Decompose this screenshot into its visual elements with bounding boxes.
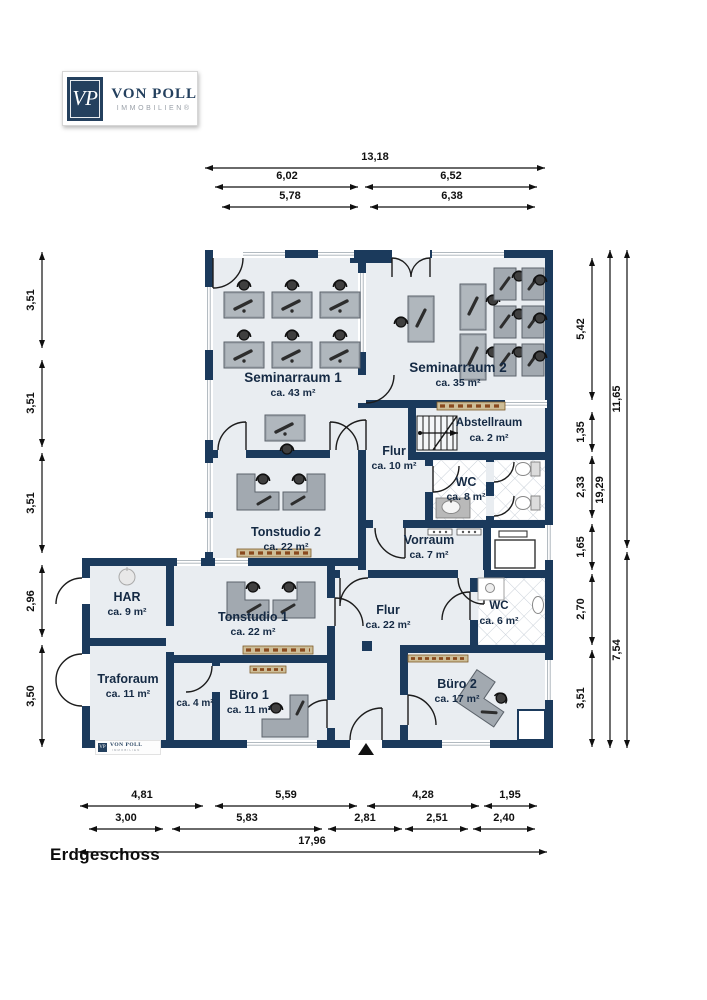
dim-right-2: 1,35 bbox=[575, 421, 587, 443]
dim-top-left-inner: 5,78 bbox=[279, 190, 301, 202]
dim-right-4: 1,65 bbox=[575, 536, 587, 558]
dim-top-total: 13,18 bbox=[361, 151, 389, 163]
ceiling-lamp-icon bbox=[119, 569, 135, 585]
dim-bottom-total: 17,96 bbox=[298, 835, 326, 847]
dim-right-upper: 11,65 bbox=[611, 385, 623, 413]
dim-right-3: 2,33 bbox=[575, 476, 587, 498]
room-label-flur-22: Flur ca. 22 m² bbox=[365, 603, 411, 631]
dim-top-left: 6,02 bbox=[276, 170, 298, 182]
page-title: Erdgeschoss bbox=[50, 845, 161, 864]
dim-bottom-9: 2,40 bbox=[493, 812, 515, 824]
room-label-traforaum: Traforaum ca. 11 m² bbox=[97, 672, 159, 700]
dim-left-3: 3,51 bbox=[25, 492, 37, 514]
dim-bottom-7: 2,81 bbox=[354, 812, 376, 824]
dim-left-1: 3,51 bbox=[25, 289, 37, 311]
dim-left-4: 2,96 bbox=[25, 590, 37, 612]
dim-left-2: 3,51 bbox=[25, 392, 37, 414]
room-label-abstellraum: Abstellraum ca. 2 m² bbox=[455, 417, 523, 444]
dim-bottom-8: 2,51 bbox=[426, 812, 448, 824]
room-label-flur-10: Flur ca. 10 m² bbox=[371, 444, 417, 472]
dim-top-right: 6,52 bbox=[440, 170, 462, 182]
column bbox=[362, 641, 372, 651]
dim-right-total: 19,29 bbox=[594, 476, 606, 504]
room-label-buero-1: Büro 1 ca. 11 m² bbox=[226, 688, 272, 716]
dim-left-5: 3,50 bbox=[25, 685, 37, 707]
dim-bottom-3: 4,28 bbox=[412, 789, 434, 801]
dim-bottom-2: 5,59 bbox=[275, 789, 297, 801]
room-label-buero-2: Büro 2 ca. 17 m² bbox=[434, 677, 480, 705]
dim-right-6: 3,51 bbox=[575, 687, 587, 709]
room-label-vorraum: Vorraum ca. 7 m² bbox=[403, 533, 455, 561]
room-label-har: HAR ca. 9 m² bbox=[107, 590, 147, 618]
room-label-tonstudio-2: Tonstudio 2 ca. 22 m² bbox=[251, 525, 321, 553]
dim-top-right-inner: 6,38 bbox=[441, 190, 463, 202]
logo-subtitle: IMMOBILIEN® bbox=[116, 104, 192, 112]
dim-bottom-6: 5,83 bbox=[236, 812, 258, 824]
dim-bottom-1: 4,81 bbox=[131, 789, 153, 801]
room-label-seminarraum-2: Seminarraum 2 ca. 35 m² bbox=[409, 360, 507, 390]
wall-niche bbox=[518, 710, 545, 740]
dim-bottom-4: 1,95 bbox=[499, 789, 521, 801]
room-label-tonstudio-1: Tonstudio 1 ca. 22 m² bbox=[218, 610, 288, 638]
room-label-wc-6: WC ca. 6 m² bbox=[479, 600, 519, 627]
dim-right-1: 5,42 bbox=[575, 318, 587, 340]
logo-name: VON POLL bbox=[111, 85, 197, 102]
wall-watermark-logo: VP VON POLL IMMOBILIEN bbox=[95, 740, 161, 755]
dim-right-5: 2,70 bbox=[575, 598, 587, 620]
dim-right-lower: 7,54 bbox=[611, 639, 623, 661]
room-label-raum-4: ca. 4 m² bbox=[176, 698, 214, 709]
logo-vp-monogram: VP bbox=[67, 77, 103, 121]
room-label-seminarraum-1: Seminarraum 1 ca. 43 m² bbox=[244, 370, 342, 400]
room-label-wc-8: WC ca. 8 m² bbox=[446, 475, 486, 503]
stairs-icon bbox=[417, 416, 458, 450]
dim-bottom-5: 3,00 bbox=[115, 812, 137, 824]
